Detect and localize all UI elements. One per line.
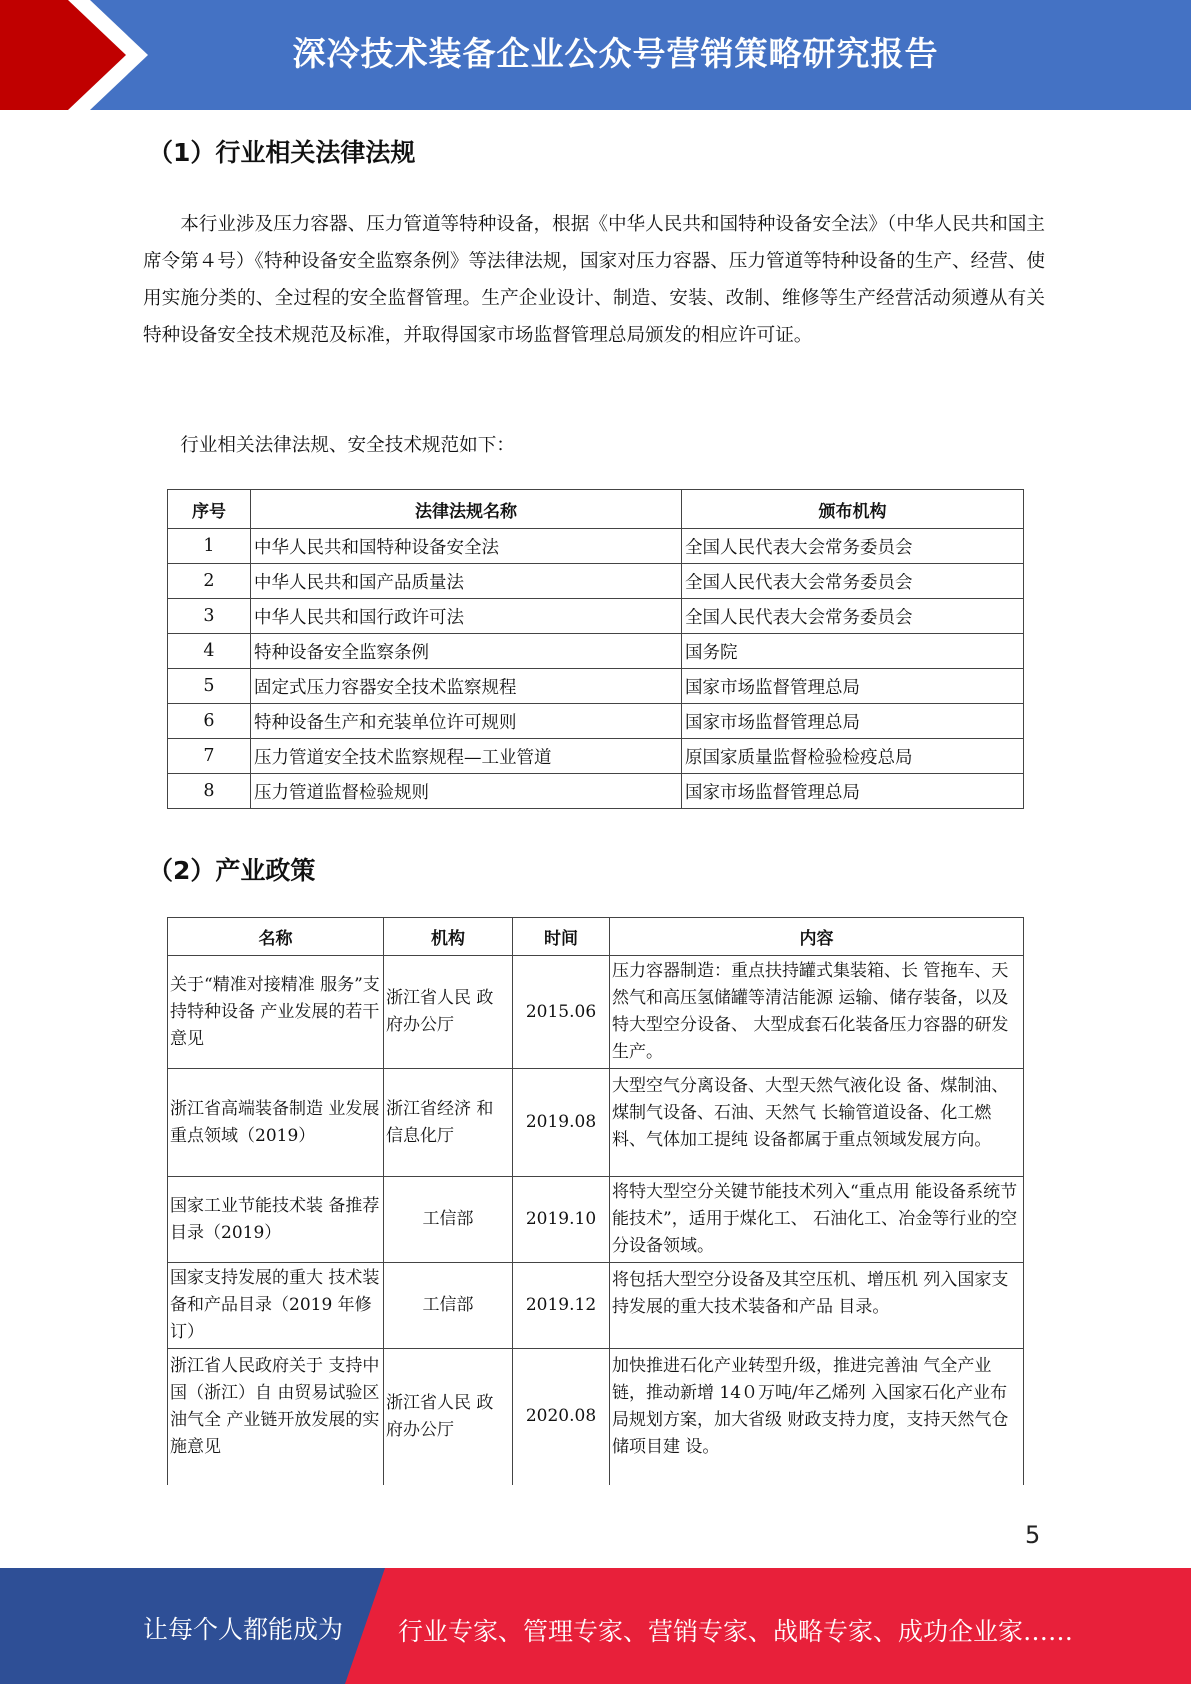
policy-org: 工信部 bbox=[384, 1177, 513, 1263]
table-row bbox=[168, 599, 1024, 634]
policy-content: 大型空气分离设备、大型天然气液化设 备、煤制油、煤制气设备、石油、天然气 长输管道设备、化工燃料、气体加工提纯 设备都属于重点领域发展方向。 bbox=[610, 1069, 1024, 1177]
column-header: 时间 bbox=[513, 918, 610, 956]
column-header: 机构 bbox=[384, 918, 513, 956]
policy-name: 国家工业节能技术装 备推荐目录（2019） bbox=[168, 1177, 384, 1263]
policy-name: 国家支持发展的重大 技术装备和产品目录（2019 年修订） bbox=[168, 1263, 384, 1349]
law-name: 中华人民共和国产品质量法 bbox=[251, 564, 682, 599]
table-row bbox=[168, 634, 1024, 669]
law-name: 压力管道监督检验规则 bbox=[251, 774, 682, 809]
law-org: 国务院 bbox=[682, 634, 1024, 669]
law-org: 国家市场监督管理总局 bbox=[682, 704, 1024, 739]
row-number: 1 bbox=[168, 529, 251, 564]
laws-intro: 行业相关法律法规、安全技术规范如下： bbox=[180, 435, 515, 456]
laws-paragraph: 本行业涉及压力容器、压力管道等特种设备，根据《中华人民共和国特种设备安全法》（中华人民共和国主席令第４号）《特种设备安全监察条例》等法律法规，国家对压力容器、压力管道等特种设备的生产、经营、使用实施分类的、全过程的安全监督管理。生产企业设计、制造、安装、改制、维修等生产经营活动须遵从有关特种设备安全技术规范及标准，并取得国家市场监督管理总局颁发的相应许可证。 bbox=[143, 214, 1045, 346]
table-row bbox=[168, 564, 1024, 599]
row-number: 8 bbox=[168, 774, 251, 809]
row-number: 5 bbox=[168, 669, 251, 704]
law-name: 中华人民共和国特种设备安全法 bbox=[251, 529, 682, 564]
policy-time: 2020.08 bbox=[513, 1349, 610, 1485]
policy-name: 浙江省人民政府关于 支持中国（浙江）自 由贸易试验区油气全 产业链开放发展的实 施意见 bbox=[168, 1349, 384, 1485]
table-row bbox=[168, 704, 1024, 739]
header-banner bbox=[0, 0, 1191, 110]
row-number: 3 bbox=[168, 599, 251, 634]
section-heading-policy: （2）产业政策 bbox=[148, 856, 316, 885]
table-row bbox=[168, 774, 1024, 809]
policy-org: 工信部 bbox=[384, 1263, 513, 1349]
column-header: 颁布机构 bbox=[682, 490, 1024, 529]
law-org: 全国人民代表大会常务委员会 bbox=[682, 599, 1024, 634]
table-row bbox=[168, 739, 1024, 774]
table-header-row bbox=[168, 918, 1024, 956]
law-org: 国家市场监督管理总局 bbox=[682, 774, 1024, 809]
law-name: 特种设备安全监察条例 bbox=[251, 634, 682, 669]
row-number: 2 bbox=[168, 564, 251, 599]
table-row bbox=[168, 956, 1024, 1069]
policy-content: 压力容器制造：重点扶持罐式集装箱、长 管拖车、天然气和高压氢储罐等清洁能源 运输、储存装备，以及特大型空分设备、 大型成套石化装备压力容器的研发生产。 bbox=[610, 956, 1024, 1069]
law-org: 原国家质量监督检验检疫总局 bbox=[682, 739, 1024, 774]
policy-name: 关于“精准对接精准 服务”支持特种设备 产业发展的若干意见 bbox=[168, 956, 384, 1069]
column-header: 序号 bbox=[168, 490, 251, 529]
page-number: 5 bbox=[1025, 1521, 1041, 1549]
column-header: 内容 bbox=[610, 918, 1024, 956]
table-row bbox=[168, 1069, 1024, 1177]
policy-org: 浙江省人民 政府办公厅 bbox=[384, 1349, 513, 1485]
policy-time: 2019.10 bbox=[513, 1177, 610, 1263]
policy-name: 浙江省高端装备制造 业发展重点领域（2019） bbox=[168, 1069, 384, 1177]
law-org: 全国人民代表大会常务委员会 bbox=[682, 529, 1024, 564]
law-org: 国家市场监督管理总局 bbox=[682, 669, 1024, 704]
law-name: 中华人民共和国行政许可法 bbox=[251, 599, 682, 634]
row-number: 4 bbox=[168, 634, 251, 669]
footer-slogan-left: 让每个人都能成为 bbox=[143, 1615, 344, 1644]
table-row bbox=[168, 1263, 1024, 1349]
row-number: 6 bbox=[168, 704, 251, 739]
policy-time: 2019.12 bbox=[513, 1263, 610, 1349]
policy-org: 浙江省人民 政府办公厅 bbox=[384, 956, 513, 1069]
table-row bbox=[168, 1177, 1024, 1263]
table-row bbox=[168, 669, 1024, 704]
law-org: 全国人民代表大会常务委员会 bbox=[682, 564, 1024, 599]
policy-table bbox=[167, 917, 1024, 1485]
policy-time: 2015.06 bbox=[513, 956, 610, 1069]
policy-org: 浙江省经济 和信息化厅 bbox=[384, 1069, 513, 1177]
report-title: 深冷技术装备企业公众号营销策略研究报告 bbox=[292, 34, 939, 73]
policy-content: 加快推进石化产业转型升级，推进完善油 气全产业链，推动新增 14０万吨/年乙烯列 入国家石化产业布局规划方案，加大省级 财政支持力度，支持天然气仓储项目建 设。 bbox=[610, 1349, 1024, 1485]
table-row bbox=[168, 529, 1024, 564]
column-header: 名称 bbox=[168, 918, 384, 956]
table-header-row bbox=[168, 490, 1024, 529]
laws-table bbox=[167, 489, 1024, 809]
law-name: 压力管道安全技术监察规程—工业管道 bbox=[251, 739, 682, 774]
row-number: 7 bbox=[168, 739, 251, 774]
law-name: 特种设备生产和充装单位许可规则 bbox=[251, 704, 682, 739]
policy-content: 将包括大型空分设备及其空压机、增压机 列入国家支持发展的重大技术装备和产品 目录。 bbox=[610, 1263, 1024, 1349]
footer-banner bbox=[0, 1568, 1191, 1684]
law-name: 固定式压力容器安全技术监察规程 bbox=[251, 669, 682, 704]
section-heading-laws: （1）行业相关法律法规 bbox=[148, 138, 416, 167]
policy-time: 2019.08 bbox=[513, 1069, 610, 1177]
column-header: 法律法规名称 bbox=[251, 490, 682, 529]
table-row bbox=[168, 1349, 1024, 1485]
footer-slogan-right: 行业专家、管理专家、营销专家、战略专家、成功企业家…… bbox=[398, 1617, 1074, 1646]
policy-content: 将特大型空分关键节能技术列入“重点用 能设备系统节能技术”，适用于煤化工、 石油化工、冶金等行业的空分设备领域。 bbox=[610, 1177, 1024, 1263]
